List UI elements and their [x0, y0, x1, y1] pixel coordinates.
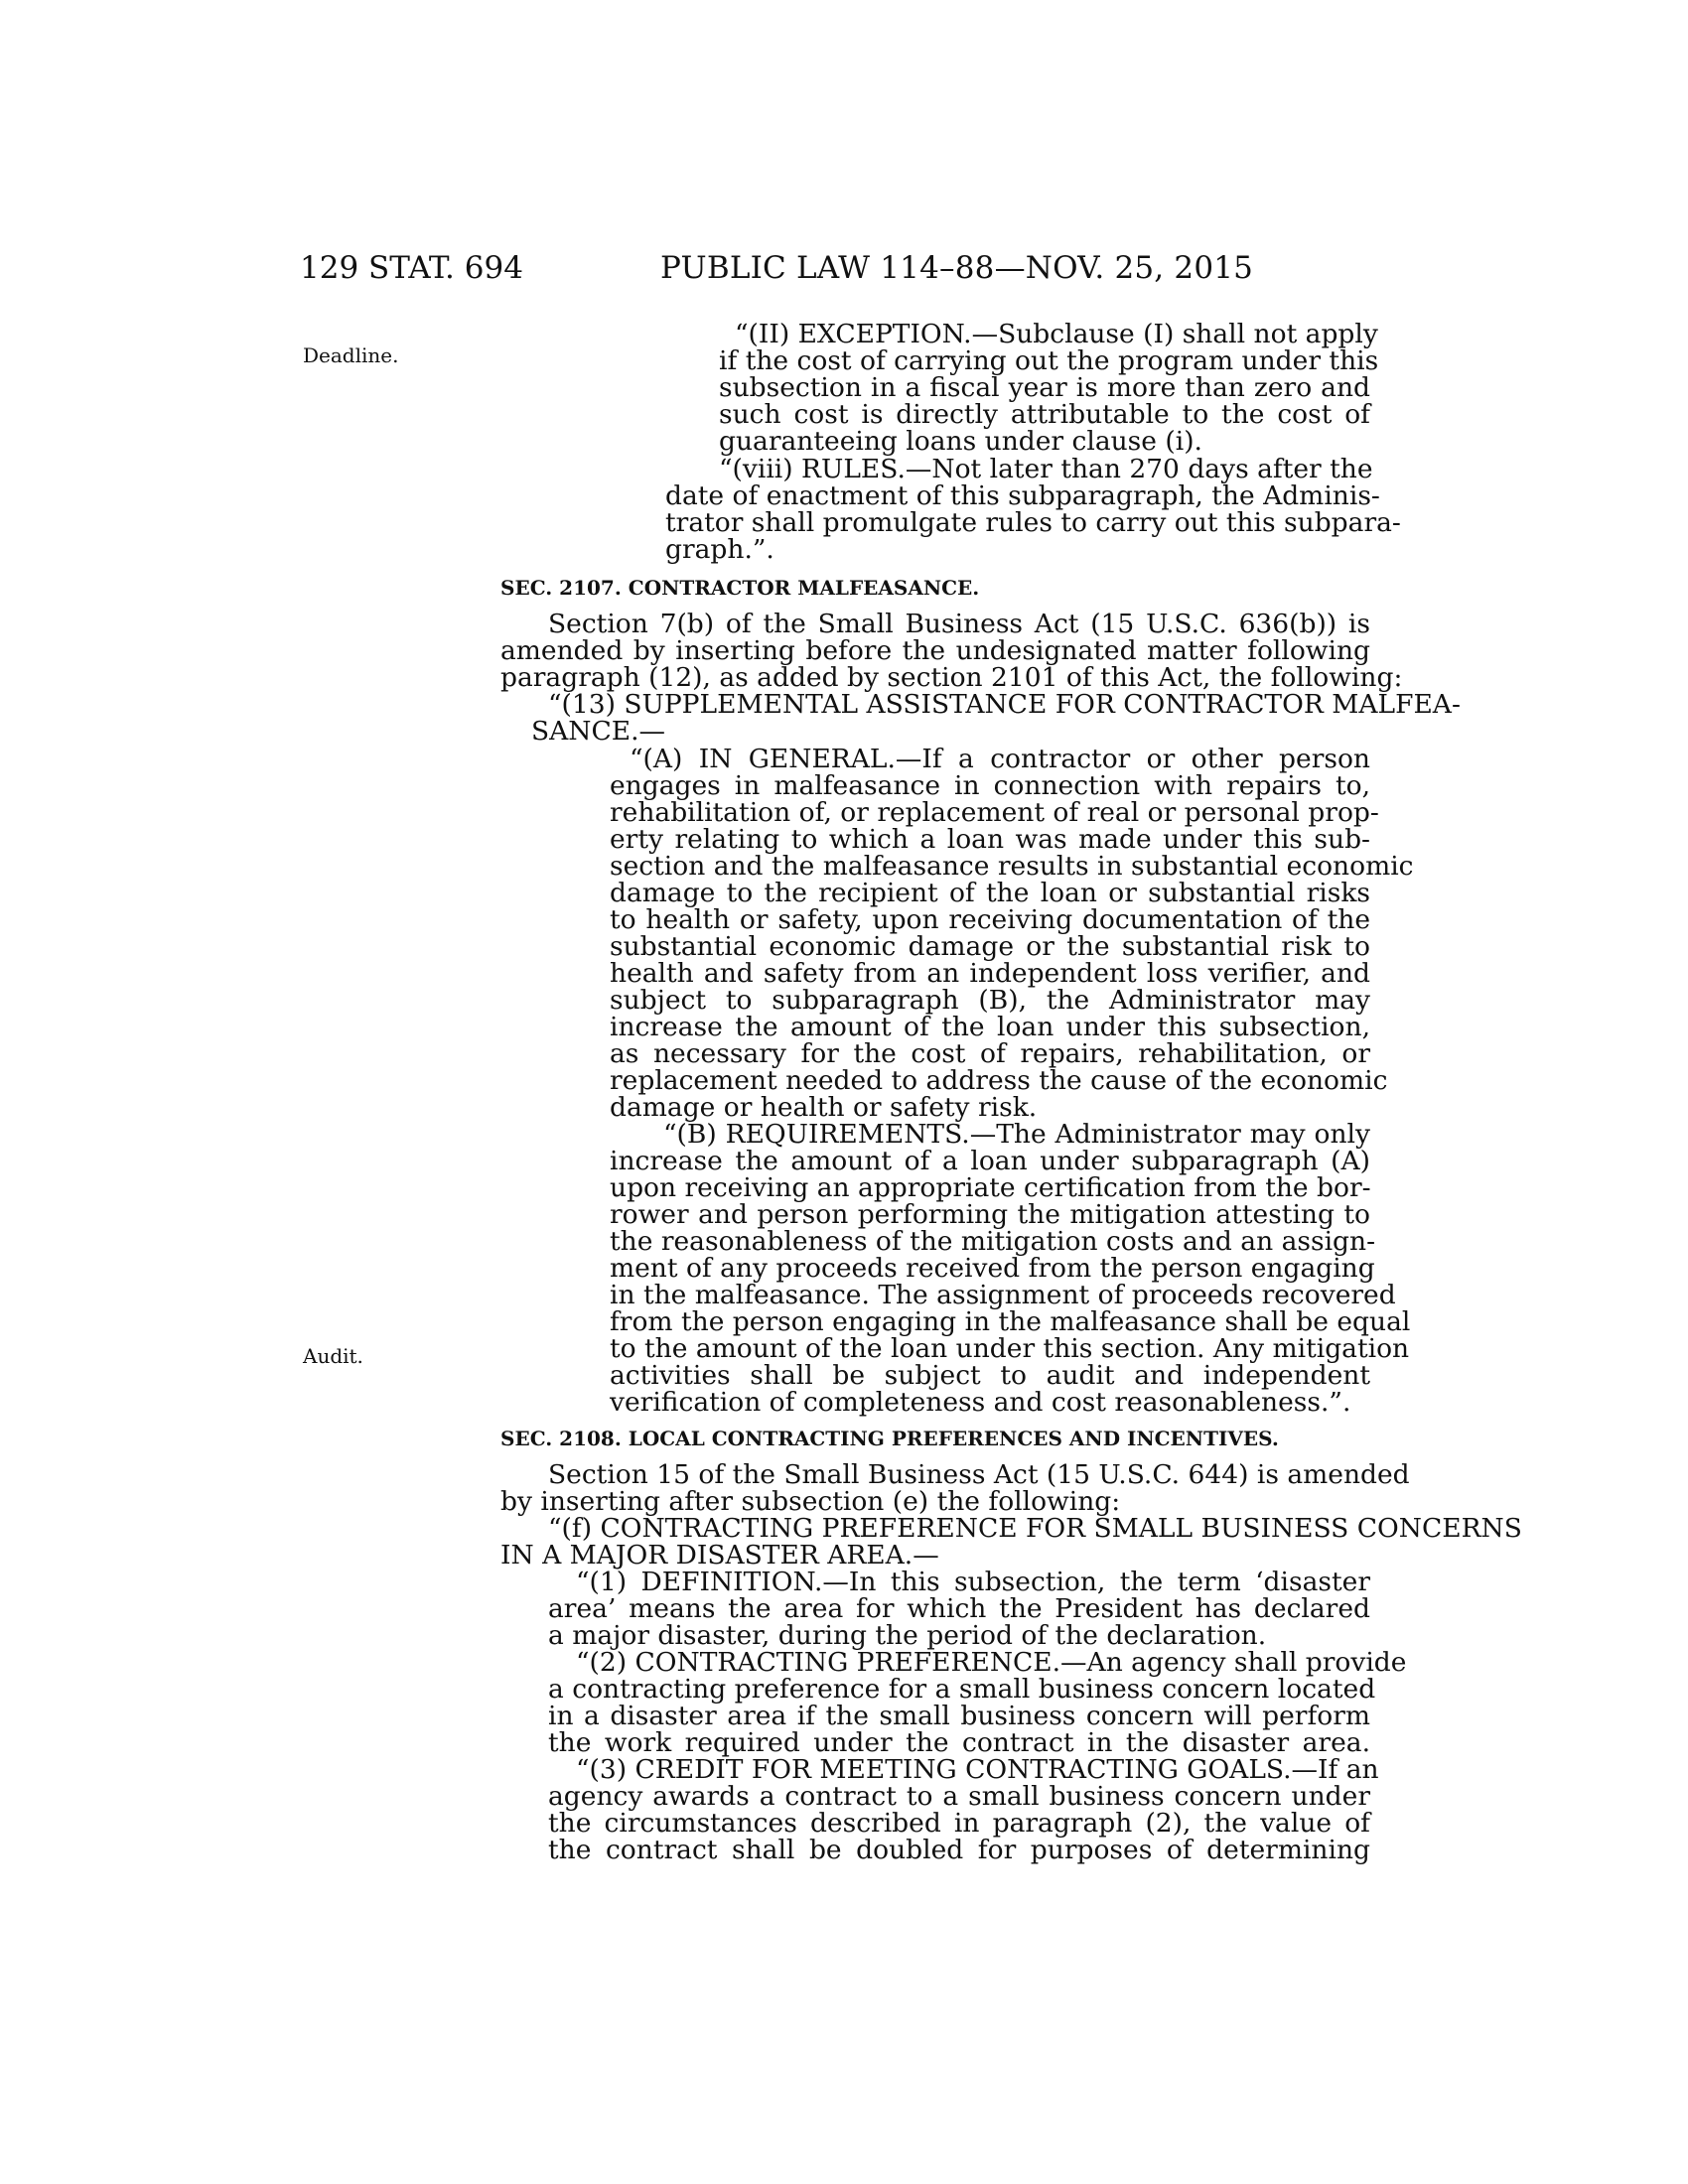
text-line: engages in malfeasance in connection with repairs to,	[610, 770, 1370, 801]
text-line: “(B) REQUIREMENTS.—The Administrator may only	[663, 1119, 1370, 1150]
text-line: in a disaster area if the small business concern will perform	[548, 1701, 1370, 1731]
text-line: a contracting preference for a small business concern located	[548, 1674, 1376, 1705]
text-line: the circumstances described in paragraph (2), the value of	[548, 1808, 1370, 1839]
text-line: “(A) IN GENERAL.—If a contractor or other person	[630, 744, 1370, 774]
text-line: damage to the recipient of the loan or substantial risks	[610, 878, 1370, 908]
text-line: “(II) EXCEPTION.—Subclause (I) shall not apply	[735, 319, 1378, 349]
text-line: section and the malfeasance results in substantial economic	[610, 851, 1414, 882]
text-line: activities shall be subject to audit and independent	[610, 1360, 1370, 1391]
text-line: subsection in a fiscal year is more than zero and	[719, 372, 1370, 403]
text-line: subject to subparagraph (B), the Administrator may	[610, 985, 1370, 1016]
text-line: by inserting after subsection (e) the following:	[500, 1486, 1121, 1517]
text-line: IN A MAJOR DISASTER AREA.—	[500, 1540, 939, 1570]
text-line: substantial economic damage or the substantial risk to	[610, 931, 1370, 962]
running-header: PUBLIC LAW 114–88—NOV. 25, 2015	[660, 250, 1254, 286]
text-line: the contract shall be doubled for purposes of determining	[548, 1835, 1370, 1865]
text-line: upon receiving an appropriate certification from the bor-	[610, 1172, 1371, 1203]
text-line: “(13) SUPPLEMENTAL ASSISTANCE FOR CONTRACTOR MALFEA-	[548, 689, 1461, 720]
text-line: ment of any proceeds received from the person engaging	[610, 1253, 1375, 1284]
text-line: the reasonableness of the mitigation costs and an assign-	[610, 1226, 1376, 1257]
text-line: “(viii) RULES.—Not later than 270 days after the	[719, 454, 1373, 484]
text-line: the work required under the contract in the disaster area.	[548, 1727, 1370, 1758]
text-line: damage or health or safety risk.	[610, 1092, 1038, 1123]
text-line: from the person engaging in the malfeasance shall be equal	[610, 1306, 1411, 1337]
statute-page-number: 129 STAT. 694	[300, 250, 523, 286]
text-line: “(3) CREDIT FOR MEETING CONTRACTING GOALS.—If an	[576, 1754, 1379, 1785]
text-line: in the malfeasance. The assignment of proceeds recovered	[610, 1280, 1396, 1310]
text-line: agency awards a contract to a small business concern under	[548, 1781, 1370, 1812]
text-line: area’ means the area for which the President has declared	[548, 1593, 1370, 1624]
text-line: health and safety from an independent loss verifier, and	[610, 958, 1370, 989]
text-line: date of enactment of this subparagraph, the Adminis-	[665, 480, 1380, 511]
text-line: SANCE.—	[531, 716, 666, 747]
section-heading-2108: SEC. 2108. LOCAL CONTRACTING PREFERENCES AND INCENTIVES.	[500, 1427, 1279, 1450]
text-line: trator shall promulgate rules to carry out this subpara-	[665, 507, 1401, 538]
text-line: increase the amount of a loan under subparagraph (A)	[610, 1146, 1370, 1176]
text-line: amended by inserting before the undesignated matter following	[500, 635, 1370, 666]
margin-note-deadline: Deadline.	[303, 343, 399, 367]
text-line: erty relating to which a loan was made under this sub-	[610, 824, 1370, 855]
text-line: guaranteeing loans under clause (i).	[719, 426, 1202, 457]
text-line: if the cost of carrying out the program under this	[719, 345, 1379, 376]
text-line: rehabilitation of, or replacement of real or personal prop-	[610, 797, 1379, 828]
section-heading-2107: SEC. 2107. CONTRACTOR MALFEASANCE.	[500, 576, 980, 600]
text-line: replacement needed to address the cause of the economic	[610, 1065, 1388, 1096]
text-line: increase the amount of the loan under this subsection,	[610, 1012, 1370, 1042]
text-line: “(2) CONTRACTING PREFERENCE.—An agency shall provide	[576, 1647, 1407, 1678]
margin-note-audit: Audit.	[303, 1344, 363, 1368]
text-line: to health or safety, upon receiving documentation of the	[610, 904, 1370, 935]
text-line: rower and person performing the mitigation attesting to	[610, 1199, 1370, 1230]
text-line: “(f) CONTRACTING PREFERENCE FOR SMALL BUSINESS CONCERNS	[548, 1513, 1522, 1544]
text-line: Section 15 of the Small Business Act (15 U.S.C. 644) is amended	[548, 1459, 1410, 1490]
text-line: verification of completeness and cost reasonableness.”.	[610, 1387, 1351, 1418]
text-line: “(1) DEFINITION.—In this subsection, the term ‘disaster	[576, 1567, 1370, 1597]
text-line: Section 7(b) of the Small Business Act (15 U.S.C. 636(b)) is	[548, 609, 1370, 639]
text-line: paragraph (12), as added by section 2101 of this Act, the following:	[500, 662, 1403, 693]
text-line: as necessary for the cost of repairs, rehabilitation, or	[610, 1038, 1370, 1069]
text-line: such cost is directly attributable to the cost of	[719, 399, 1370, 430]
text-line: a major disaster, during the period of the declaration.	[548, 1620, 1267, 1651]
text-line: graph.”.	[665, 534, 774, 565]
text-line: to the amount of the loan under this section. Any mitigation	[610, 1333, 1410, 1364]
